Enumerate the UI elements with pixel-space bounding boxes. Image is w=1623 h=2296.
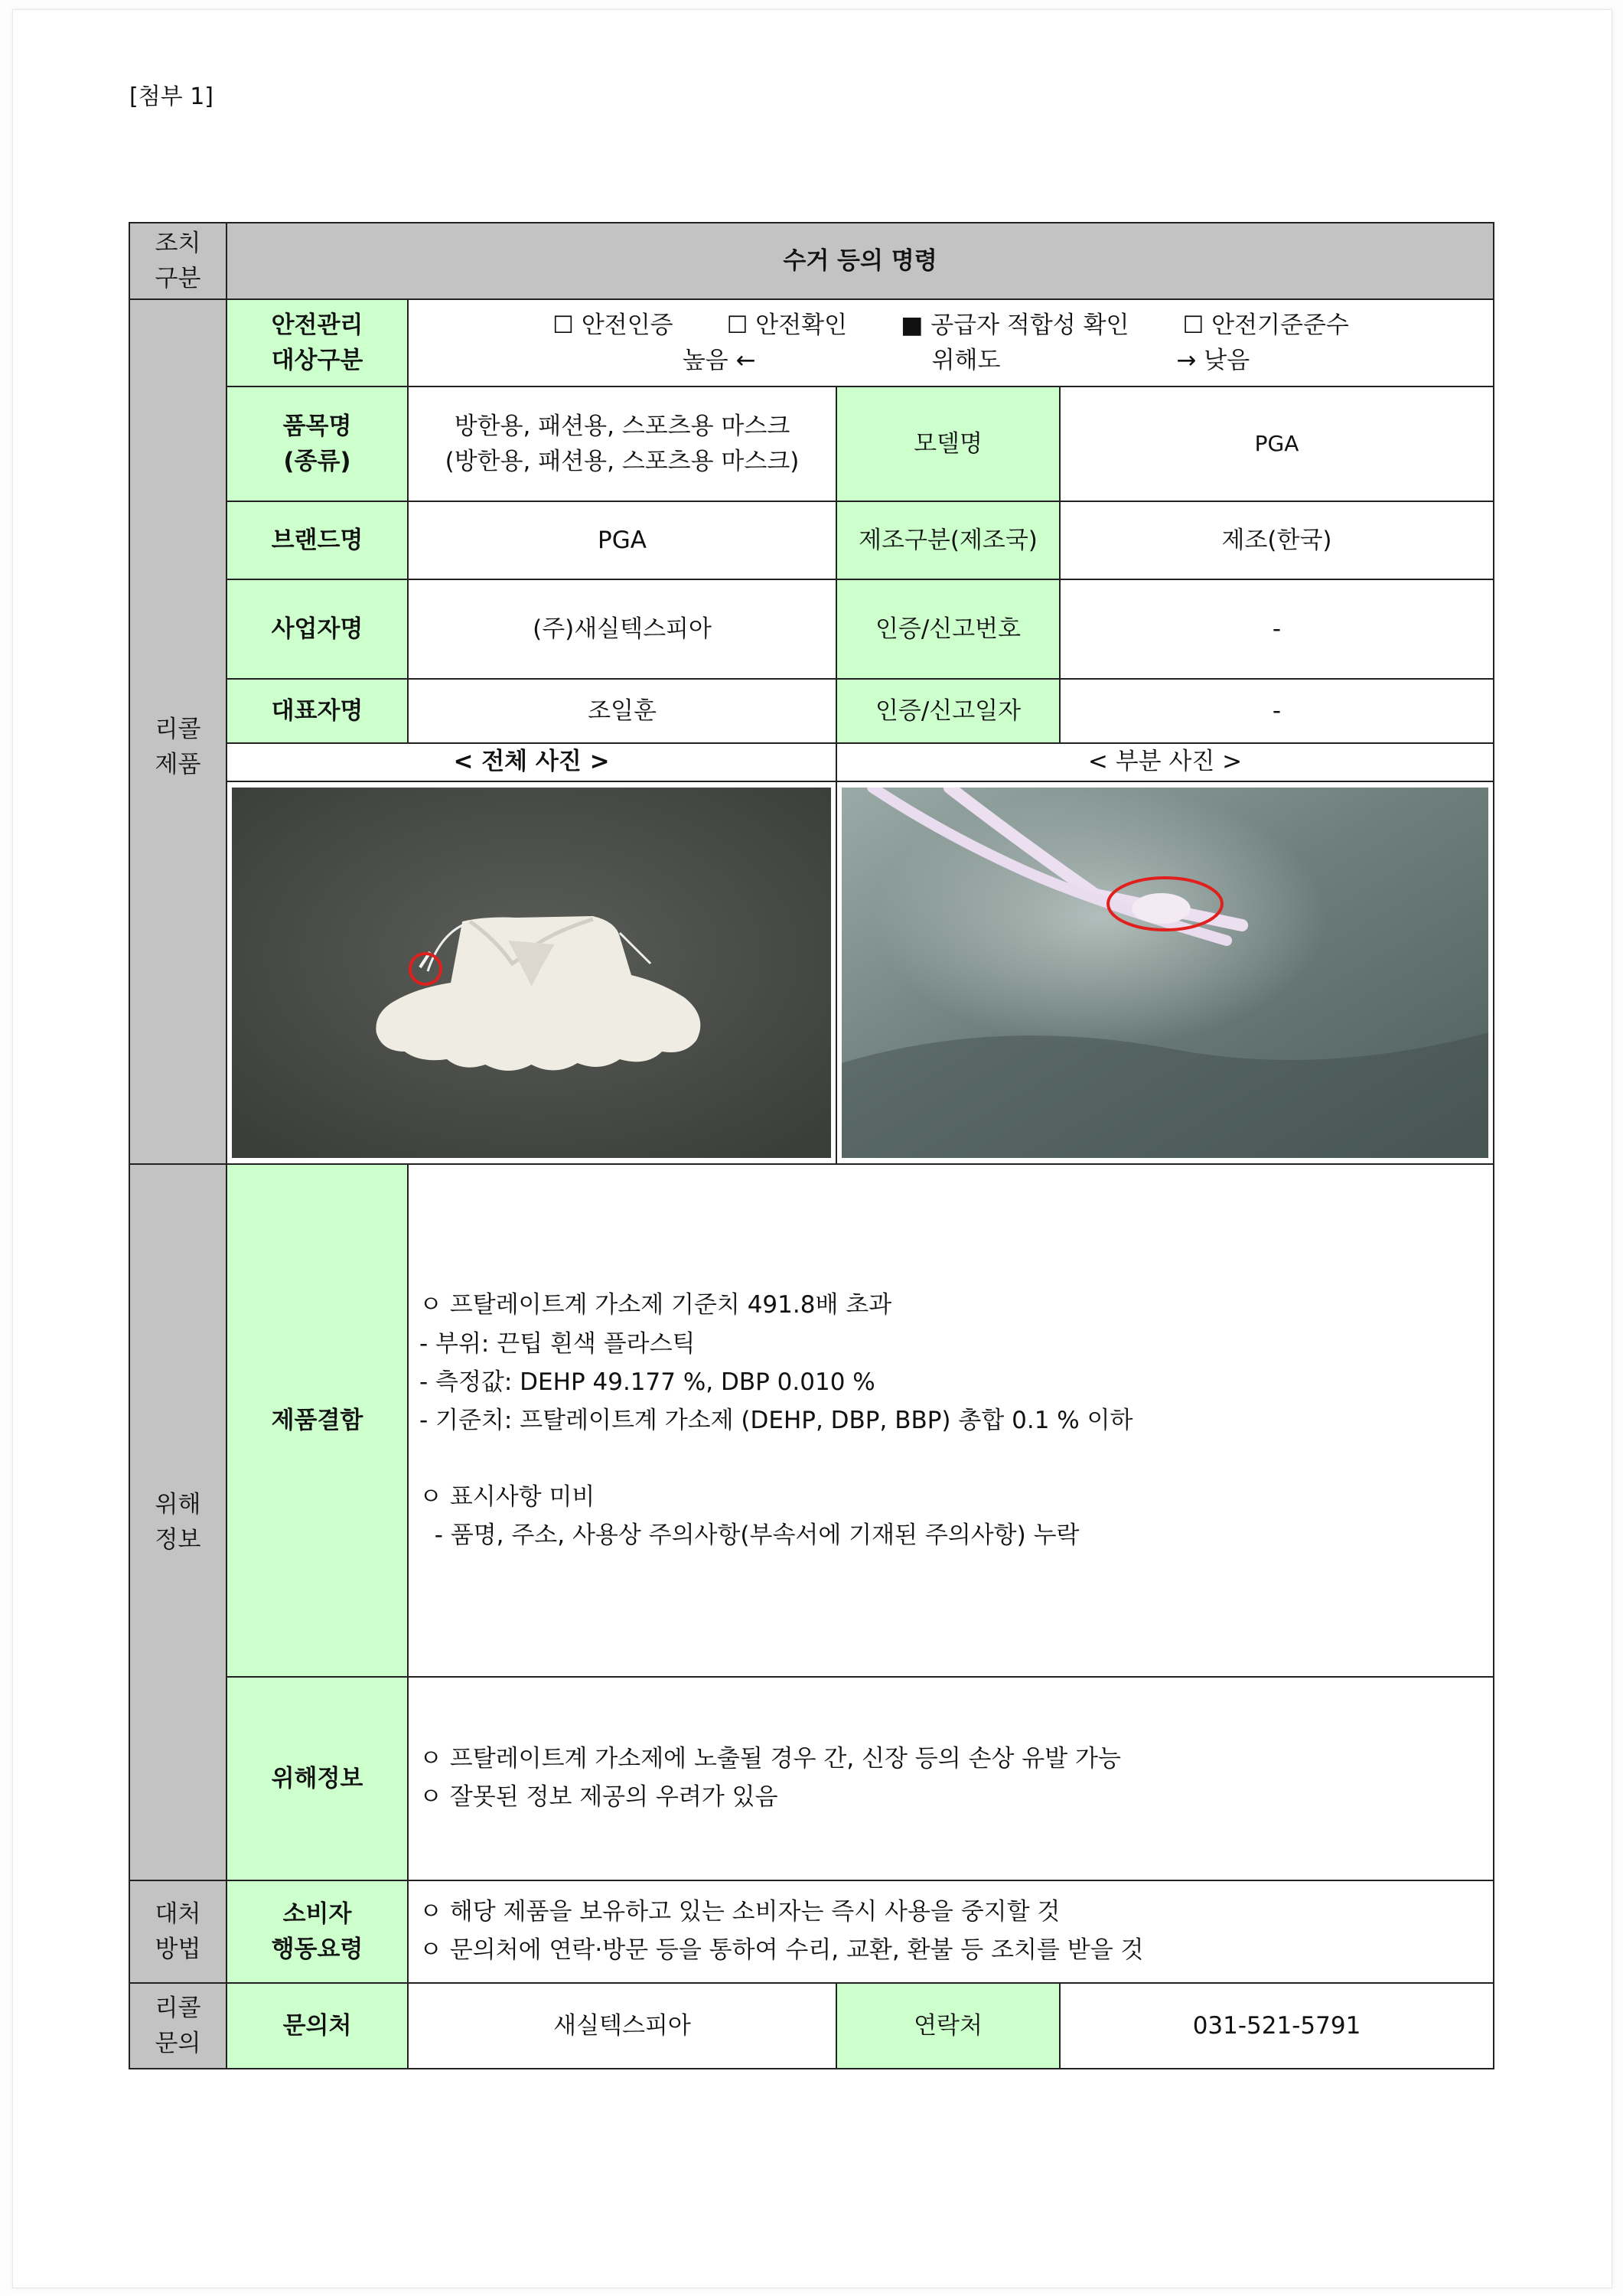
phone-value: 031-521-5791 [1060, 1983, 1494, 2069]
checkbox-icon: ☐ [552, 311, 574, 339]
origin-value: 제조(한국) [1060, 501, 1494, 579]
scale-low: → 낮음 [1176, 347, 1250, 374]
option-safety-standard [1183, 308, 1349, 344]
origin-label: 제조구분(제조국) [836, 501, 1060, 579]
option-label: 안전기준준수 [1211, 311, 1349, 339]
checkbox-icon: ☐ [1182, 311, 1204, 339]
hazard-details [408, 1677, 1494, 1880]
brand-label: 브랜드명 [227, 501, 408, 579]
ceo-label: 대표자명 [227, 679, 408, 743]
cert-date-label: 인증/신고일자 [836, 679, 1060, 743]
defect-label: 제품결함 [227, 1164, 408, 1677]
cert-date-value: - [1060, 679, 1494, 743]
recall-table [129, 222, 1494, 2069]
consumer-details [408, 1880, 1494, 1983]
photo-part-cell [836, 781, 1494, 1164]
item-value-text: 방한용, 패션용, 스포츠용 마스크 (방한용, 패션용, 스포츠용 마스크) [445, 412, 800, 475]
model-value: PGA [1060, 386, 1494, 501]
defect-line: ㅇ 표시사항 미비 [419, 1483, 595, 1512]
checkbox-filled-icon: ■ [901, 311, 924, 339]
safety-option-row [409, 308, 1493, 344]
contact-value: 새실텍스피아 [408, 1983, 836, 2069]
response-category [129, 1880, 227, 1983]
cord-tip-photo-illustration [842, 788, 1488, 1158]
recall-product-text: 리콜 제품 [155, 715, 201, 778]
inquiry-category [129, 1983, 227, 2069]
option-label: 안전인증 [581, 311, 673, 339]
defect-line: ㅇ 프탈레이트계 가소제 기준치 491.8배 초과 [419, 1291, 892, 1319]
response-category-text: 대처 방법 [155, 1900, 201, 1963]
defect-line [419, 1440, 1493, 1478]
contact-label: 문의처 [227, 1983, 408, 2069]
hazard-line: ㅇ 프탈레이트계 가소제에 노출될 경우 간, 신장 등의 손상 유발 가능 [419, 1745, 1121, 1773]
defect-line: - 측정값: DEHP 49.177 %, DBP 0.010 % [419, 1368, 875, 1396]
consumer-line: ㅇ 해당 제품을 보유하고 있는 소비자는 즉시 사용을 중지할 것 [419, 1898, 1061, 1926]
photo-full-label: < 전체 사진 > [227, 743, 836, 781]
brand-value: PGA [408, 501, 836, 579]
defect-line: - 품명, 주소, 사용상 주의사항(부속서에 기재된 주의사항) 누락 [419, 1521, 1080, 1550]
checkbox-icon: ☐ [726, 311, 748, 339]
scale-mid: 위해도 [931, 347, 1001, 374]
hazard-info-category [129, 1164, 227, 1880]
phone-label: 연락처 [836, 1983, 1060, 2069]
consumer-line: ㅇ 문의처에 연락·방문 등을 통하여 수리, 교환, 환불 등 조치를 받을 것 [419, 1936, 1144, 1964]
defect-line: - 부위: 끈팁 흰색 플라스틱 [419, 1329, 696, 1358]
item-value [408, 386, 836, 501]
safety-target-text: 안전관리 대상구분 [271, 311, 363, 374]
option-safety-cert [552, 308, 673, 344]
part-product-photo [842, 788, 1488, 1158]
item-label [227, 386, 408, 501]
full-product-photo [232, 788, 831, 1158]
hazard-scale-row [409, 343, 1493, 379]
recall-product-label [129, 299, 227, 1164]
option-safety-confirm [727, 308, 847, 344]
consumer-label [227, 1880, 408, 1983]
safety-target-options [408, 299, 1494, 386]
measure-category-text: 조치 구분 [155, 229, 201, 292]
scale-high: 높음 ← [682, 347, 756, 374]
page-title: 수거 등의 명령 [227, 223, 1494, 299]
defect-line: - 기준치: 프탈레이트계 가소제 (DEHP, DBP, BBP) 총합 0.1 % 이하 [419, 1407, 1133, 1434]
business-value: (주)새실텍스피아 [408, 579, 836, 679]
safety-target-label [227, 299, 408, 386]
cert-no-label: 인증/신고번호 [836, 579, 1060, 679]
model-label: 모델명 [836, 386, 1060, 501]
inquiry-category-text: 리콜 문의 [155, 1994, 201, 2057]
defect-details [408, 1164, 1494, 1677]
photo-part-label: < 부분 사진 > [836, 743, 1494, 781]
item-label-text: 품목명 (종류) [282, 412, 352, 475]
option-label: 공급자 적합성 확인 [930, 311, 1129, 339]
hazard-line: ㅇ 잘못된 정보 제공의 우려가 있음 [419, 1783, 778, 1811]
photo-full-cell [227, 781, 836, 1164]
mask-photo-illustration [232, 788, 831, 1158]
option-supplier-conformity [901, 308, 1129, 344]
hazard-info-category-text: 위해 정보 [155, 1490, 201, 1554]
measure-category-label [129, 223, 227, 299]
cert-no-value: - [1060, 579, 1494, 679]
option-label: 안전확인 [755, 311, 848, 339]
ceo-value: 조일훈 [408, 679, 836, 743]
attachment-label: [첨부 1] [129, 83, 213, 110]
consumer-label-text: 소비자 행동요령 [271, 1900, 363, 1963]
business-label: 사업자명 [227, 579, 408, 679]
hazard-label: 위해정보 [227, 1677, 408, 1880]
